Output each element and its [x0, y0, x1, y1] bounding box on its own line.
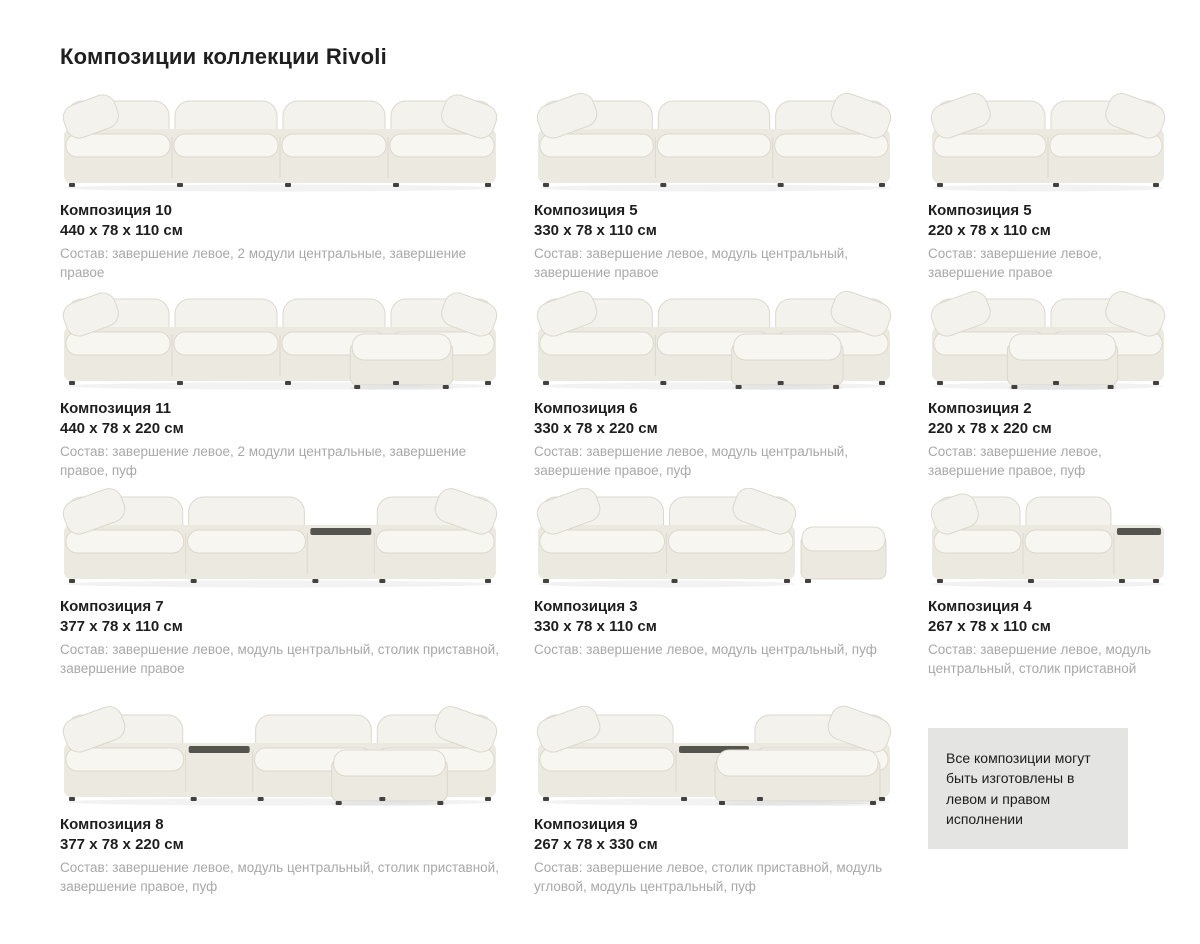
composition-dimensions: 267 x 78 x 330 см	[534, 836, 658, 853]
composition-dimensions: 220 x 78 x 220 см	[928, 420, 1052, 437]
composition-dimensions: 330 x 78 x 110 см	[534, 222, 657, 239]
composition-structure: Состав: завершение левое, модуль центральный, столик приставной, завершение правое, пуф	[60, 860, 499, 894]
sofa-image	[534, 488, 894, 588]
composition-card-10	[60, 92, 500, 282]
composition-structure: Состав: завершение левое, модуль центральный, пуф	[534, 642, 877, 657]
composition-card-7	[60, 488, 500, 678]
composition-dimensions: 330 x 78 x 110 см	[534, 618, 657, 635]
sofa-image	[928, 290, 1168, 390]
composition-dimensions: 377 x 78 x 220 см	[60, 836, 184, 853]
sofa-image	[60, 488, 500, 588]
composition-dimensions: 220 x 78 x 110 см	[928, 222, 1051, 239]
composition-card-11	[60, 290, 500, 480]
composition-structure: Состав: завершение левое, 2 модули центральные, завершение правое	[60, 246, 467, 280]
composition-card-5-220	[928, 92, 1168, 282]
composition-structure: Состав: завершение левое, завершение правое	[928, 246, 1102, 280]
composition-card-3	[534, 488, 894, 678]
sofa-image	[534, 92, 894, 192]
sofa-image	[534, 686, 894, 806]
note-text: Все композиции могут быть изготовлены в левом и правом исполнении	[946, 750, 1091, 827]
composition-dimensions: 377 x 78 x 110 см	[60, 618, 183, 635]
composition-structure: Состав: завершение левое, модуль центральный, столик приставной	[928, 642, 1152, 676]
composition-structure: Состав: завершение левое, модуль центральный, столик приставной, завершение правое	[60, 642, 499, 676]
composition-name: Композиция 6	[534, 400, 638, 417]
composition-card-8	[60, 686, 500, 896]
page-title: Композиции коллекции Rivoli	[60, 44, 387, 69]
sofa-image	[928, 488, 1168, 588]
composition-card-5-330	[534, 92, 894, 282]
composition-name: Композиция 10	[60, 202, 172, 219]
composition-name: Композиция 9	[534, 816, 638, 833]
sofa-image	[60, 686, 500, 806]
composition-dimensions: 440 x 78 x 220 см	[60, 420, 184, 437]
composition-structure: Состав: завершение левое, 2 модули центральные, завершение правое, пуф	[60, 444, 467, 478]
composition-name: Композиция 2	[928, 400, 1032, 417]
composition-card-4	[928, 488, 1168, 678]
composition-card-9	[534, 686, 894, 896]
composition-name: Композиция 4	[928, 598, 1032, 615]
composition-card-2	[928, 290, 1168, 480]
compositions-grid	[0, 92, 1200, 904]
note-cell	[928, 686, 1168, 904]
composition-structure: Состав: завершение левое, столик приставной, модуль угловой, модуль центральный, пуф	[534, 860, 883, 894]
note-box	[928, 728, 1128, 849]
composition-name: Композиция 8	[60, 816, 164, 833]
sofa-image	[534, 290, 894, 390]
composition-structure: Состав: завершение левое, модуль центральный, завершение правое, пуф	[534, 444, 849, 478]
composition-dimensions: 267 x 78 x 110 см	[928, 618, 1051, 635]
composition-name: Композиция 5	[534, 202, 638, 219]
composition-structure: Состав: завершение левое, завершение правое, пуф	[928, 444, 1102, 478]
composition-name: Композиция 11	[60, 400, 172, 417]
composition-dimensions: 440 x 78 x 110 см	[60, 222, 183, 239]
composition-name: Композиция 5	[928, 202, 1032, 219]
sofa-image	[60, 290, 500, 390]
sofa-image	[60, 92, 500, 192]
composition-dimensions: 330 x 78 x 220 см	[534, 420, 658, 437]
composition-name: Композиция 7	[60, 598, 164, 615]
composition-name: Композиция 3	[534, 598, 638, 615]
composition-card-6	[534, 290, 894, 480]
sofa-image	[928, 92, 1168, 192]
composition-structure: Состав: завершение левое, модуль центральный, завершение правое	[534, 246, 849, 280]
